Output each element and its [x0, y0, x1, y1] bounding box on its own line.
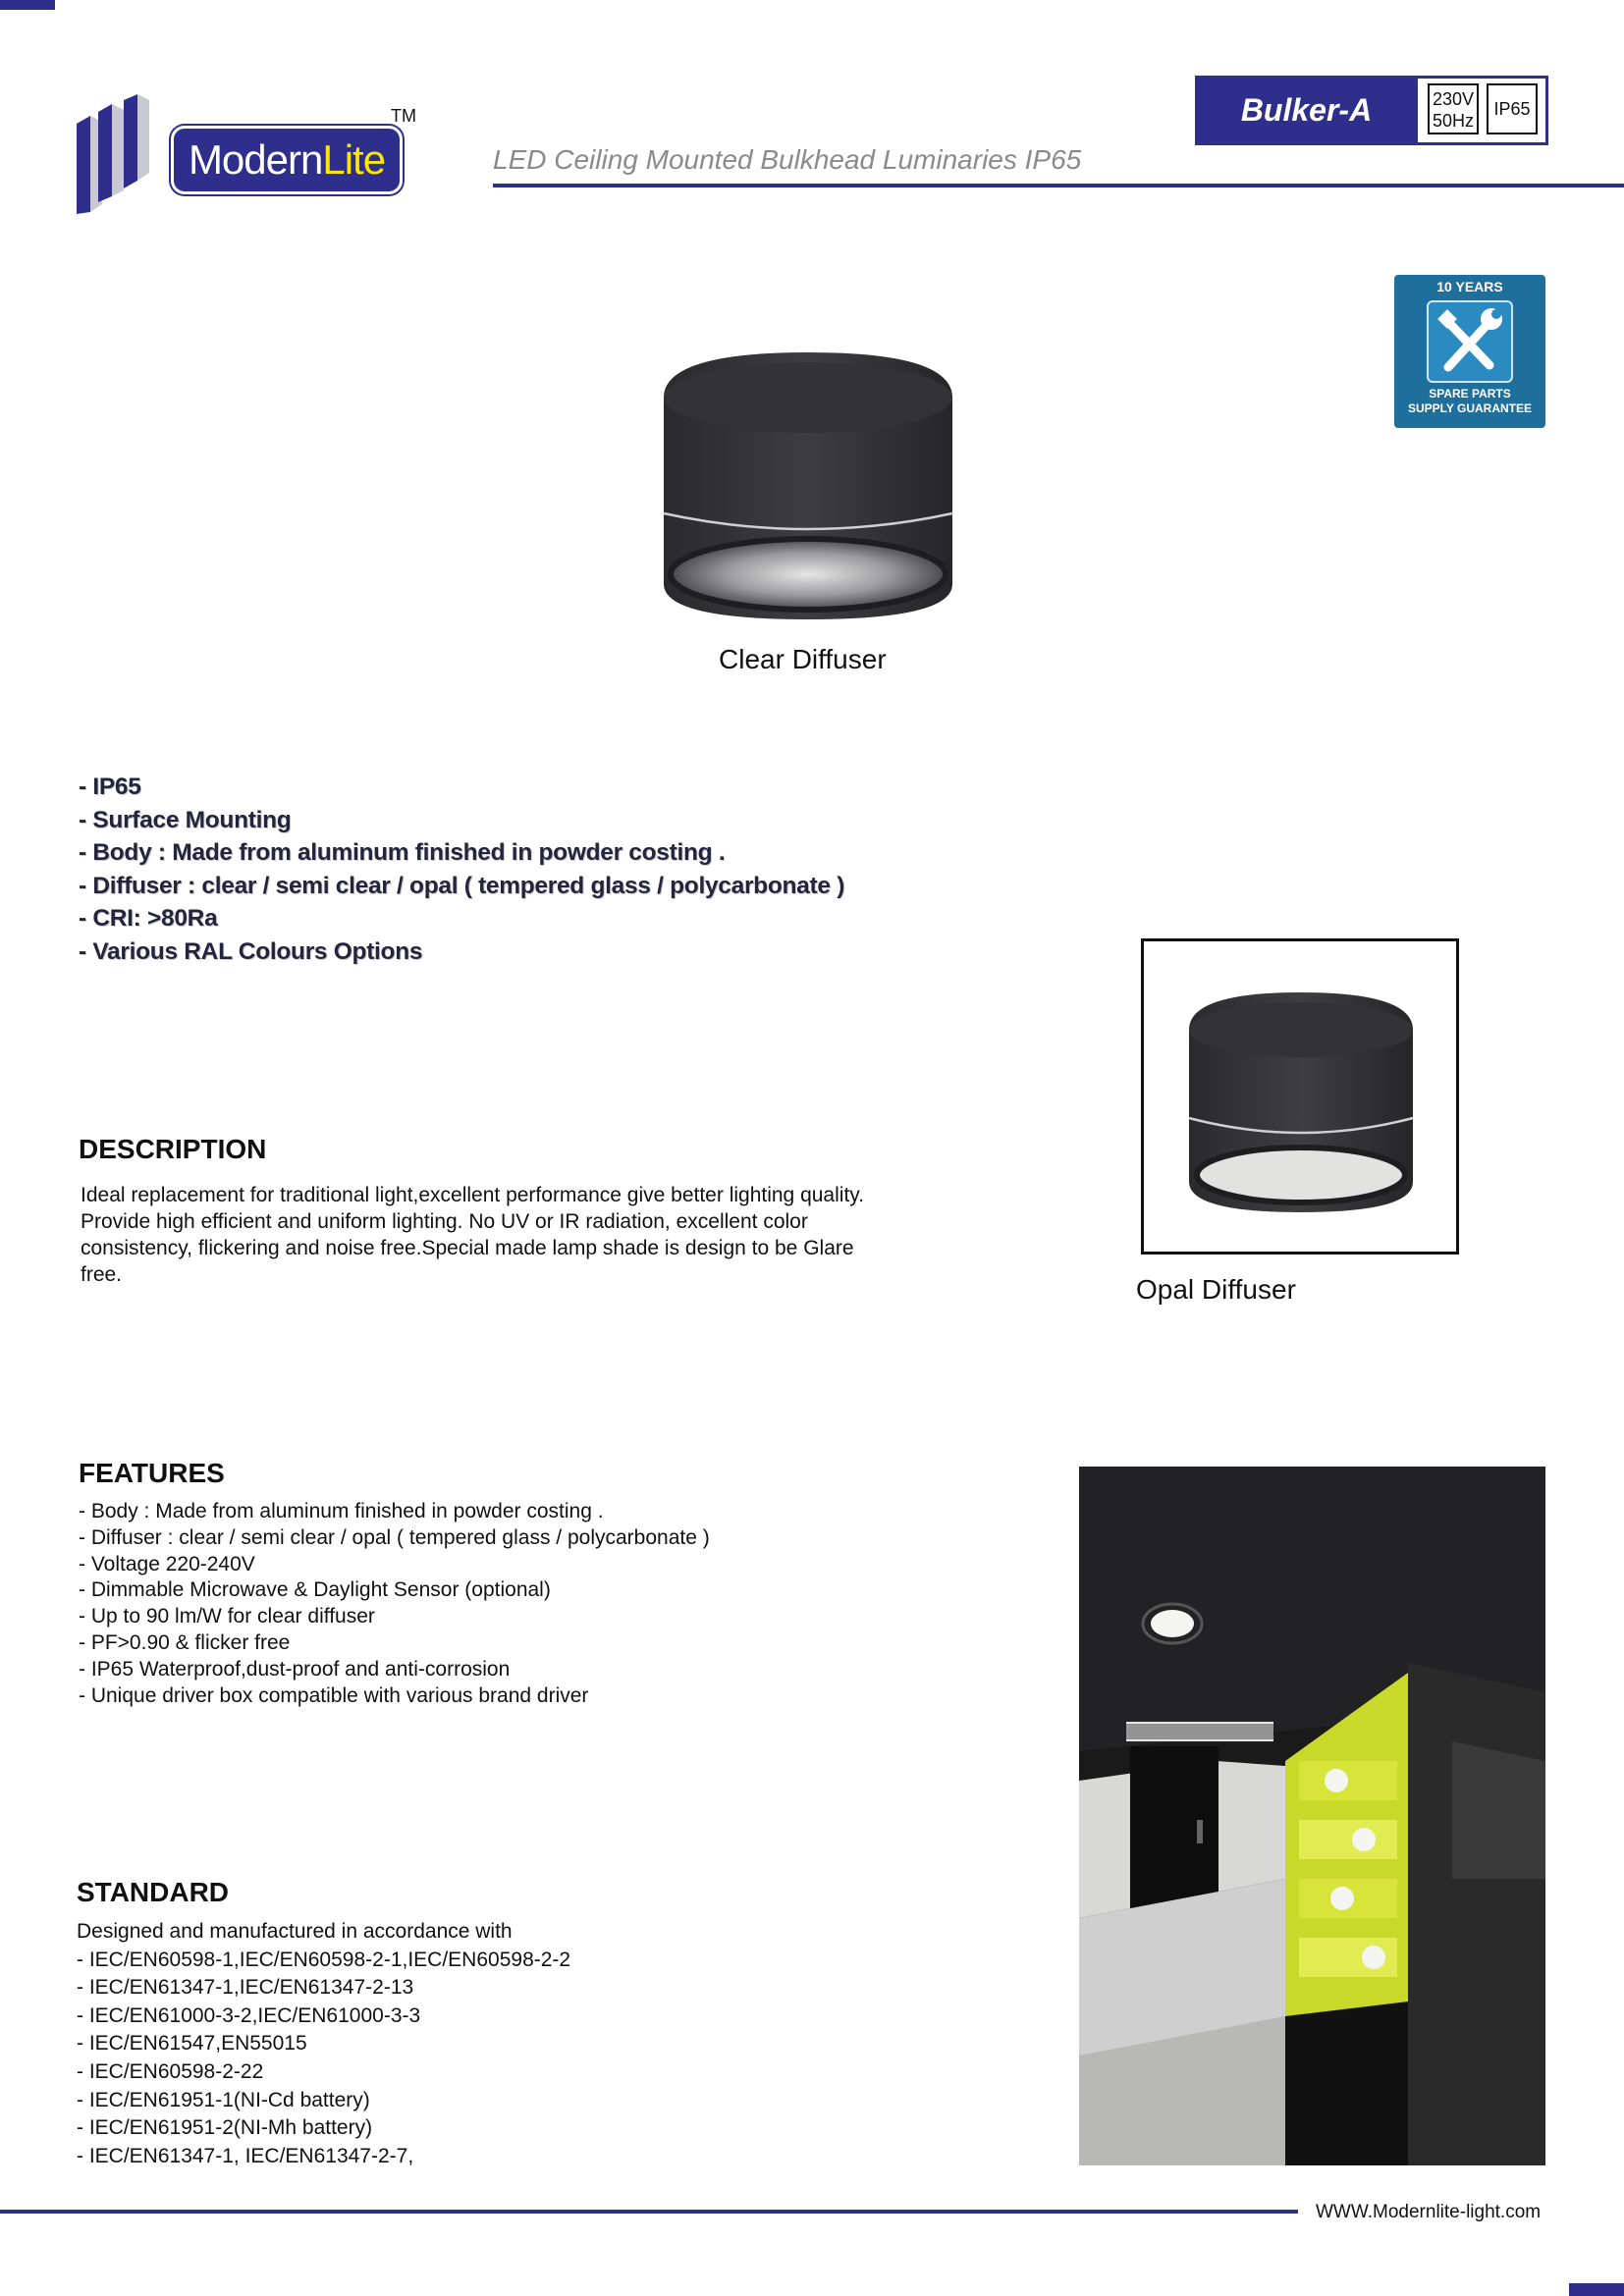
- list-item: - IEC/EN61951-1(NI-Cd battery): [77, 2088, 370, 2111]
- opal-diffuser-caption: Opal Diffuser: [1136, 1274, 1296, 1305]
- clear-diffuser-caption: Clear Diffuser: [719, 644, 887, 674]
- opal-diffuser-image: [1183, 990, 1419, 1216]
- list-item: - Various RAL Colours Options: [79, 937, 423, 965]
- clear-diffuser-image: [656, 348, 960, 623]
- list-item: - IEC/EN60598-1,IEC/EN60598-2-1,IEC/EN60598-2-2: [77, 1948, 571, 1971]
- trademark: TM: [391, 106, 416, 126]
- description-heading: DESCRIPTION: [79, 1134, 267, 1164]
- list-item: - IEC/EN61347-1,IEC/EN61347-2-13: [77, 1976, 414, 2000]
- corner-mark-top: [0, 0, 55, 10]
- standard-intro: Designed and manufactured in accordance with: [77, 1920, 513, 1943]
- badge-years: 10 YEARS: [1436, 279, 1503, 294]
- list-item: - IEC/EN61347-1, IEC/EN61347-2-7,: [77, 2144, 414, 2167]
- spec-box-area: [1418, 79, 1545, 142]
- list-item: - Voltage 220-240V: [79, 1552, 255, 1575]
- list-item: - Up to 90 lm/W for clear diffuser: [79, 1605, 375, 1629]
- badge-caption: [1394, 387, 1545, 416]
- list-item: - PF>0.90 & flicker free: [79, 1630, 291, 1654]
- brand-logo: [77, 94, 430, 217]
- logo-bars-icon: [77, 94, 175, 217]
- product-header-block: [1195, 76, 1548, 145]
- guarantee-badge: [1394, 275, 1545, 428]
- logo-text-modern: Modern: [188, 136, 323, 183]
- list-item: - Diffuser : clear / semi clear / opal ( tempered glass / polycarbonate ): [79, 1525, 710, 1549]
- header-divider: [493, 184, 1624, 187]
- list-item: - Diffuser : clear / semi clear / opal ( tempered glass / polycarbonate ): [79, 872, 845, 899]
- list-item: - IEC/EN60598-2-22: [77, 2059, 264, 2083]
- features-list: [79, 1499, 710, 1709]
- list-item: - CRI: >80Ra: [79, 905, 218, 932]
- list-item: - IEC/EN61951-2(NI-Mh battery): [77, 2116, 373, 2140]
- frequency-value: 50Hz: [1432, 111, 1475, 131]
- list-item: - IP65: [79, 774, 141, 800]
- product-name: Bulker-A: [1240, 92, 1373, 128]
- standard-list: [77, 1918, 570, 2170]
- voltage-spec-box: [1428, 83, 1479, 134]
- list-item: - IEC/EN61547,EN55015: [77, 2032, 307, 2056]
- footer-divider: [0, 2210, 1298, 2214]
- logo-wordmark: [171, 126, 403, 194]
- list-item: - IEC/EN61000-3-2,IEC/EN61000-3-3: [77, 2003, 421, 2027]
- badge-line-1: SPARE PARTS: [1429, 387, 1511, 400]
- list-item: - Unique driver box compatible with various brand driver: [79, 1683, 589, 1707]
- tools-icon: [1427, 300, 1513, 383]
- page-subtitle: LED Ceiling Mounted Bulkhead Luminaries IP65: [493, 144, 1082, 175]
- features-heading: FEATURES: [79, 1458, 225, 1488]
- description-text: Ideal replacement for traditional light,excellent performance give better lighting quality. Provide high efficient and uniform lighting. No UV or IR radiation, excellent color consistency, flickering and noise free.Special made lamp shade is design to be Glare free.: [81, 1184, 865, 1286]
- list-item: - Dimmable Microwave & Daylight Sensor (optional): [79, 1578, 551, 1602]
- badge-line-2: SUPPLY GUARANTEE: [1407, 401, 1533, 415]
- installation-photo: [1079, 1467, 1545, 2165]
- website-link[interactable]: WWW.Modernlite-light.com: [1316, 2202, 1542, 2222]
- standard-heading: STANDARD: [77, 1877, 230, 1907]
- logo-text-lite: Lite: [322, 136, 386, 183]
- list-item: - IP65 Waterproof,dust-proof and anti-corrosion: [79, 1657, 511, 1681]
- ip-rating-box: IP65: [1487, 83, 1538, 134]
- list-item: - Body : Made from aluminum finished in powder costing .: [79, 839, 726, 866]
- highlight-list: [79, 771, 844, 968]
- opal-diffuser-frame: [1141, 938, 1459, 1255]
- voltage-value: 230V: [1432, 89, 1475, 109]
- list-item: - Body : Made from aluminum finished in powder costing .: [79, 1500, 604, 1522]
- corner-mark-bottom: [1569, 2283, 1624, 2296]
- list-item: - Surface Mounting: [79, 806, 292, 833]
